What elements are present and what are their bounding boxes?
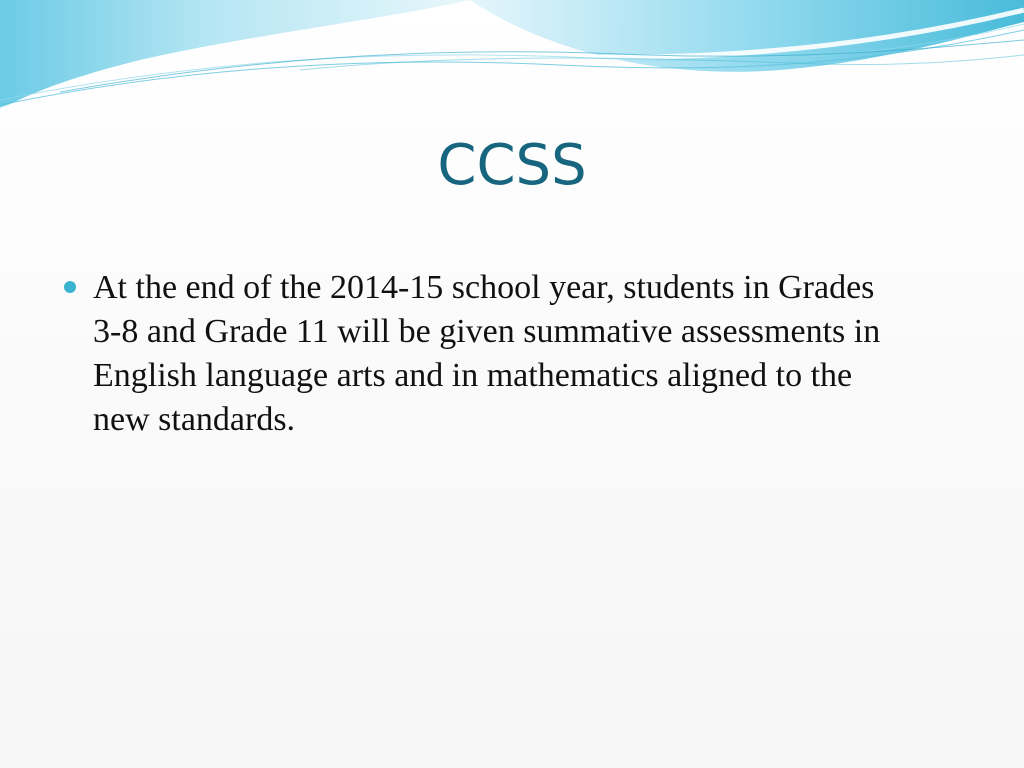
round-bullet-icon [64,281,76,293]
bullet-list [58,266,888,442]
wave-right-shape [470,0,1024,72]
bullet-item [58,266,888,442]
bullet-text: At the end of the 2014-15 school year, students in Grades 3-8 and Grade 11 will be given summative assessments in English language arts and in mathematics aligned to the new standards. [93,269,881,438]
slide-title: CCSS [437,133,587,198]
wave-header-decoration [0,0,1024,120]
